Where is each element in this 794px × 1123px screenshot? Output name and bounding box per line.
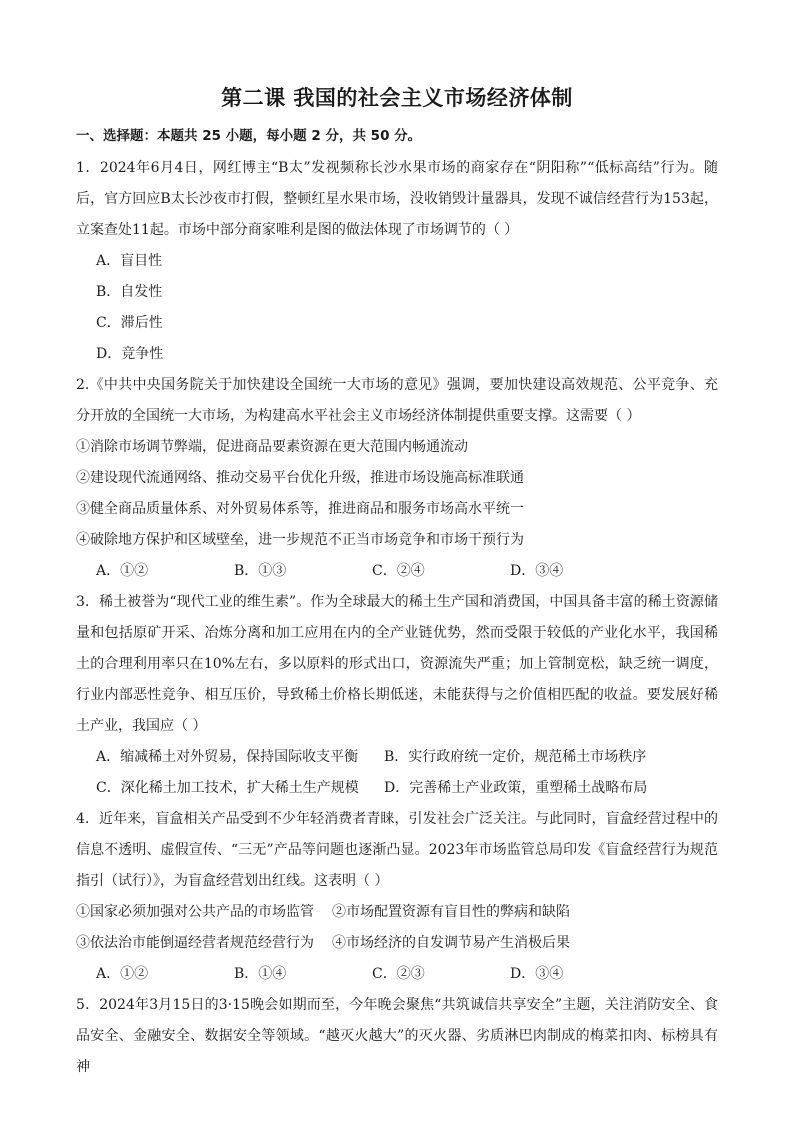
question-3-option-c: C．深化稀土加工技术，扩大稀土生产规模 [96,780,359,796]
question-3-option-a: A．缩减稀土对外贸易，保持国际收支平衡 [96,749,359,765]
question-1-option-b: B．自发性 [96,284,163,300]
question-1-option-a: A．盲目性 [96,253,163,269]
question-5 [76,990,718,1083]
question-4-option-a: A．①② [96,966,149,982]
question-2-option-a: A．①② [96,563,149,579]
question-4-stem: 4．近年来，盲盒相关产品受到不少年轻消费者青睐，引发社会广泛关注。与此同时，盲盒经营过程中的信息不透明、虚假宣传、“三无”产品等问题也逐渐凸显。2023年市场监管总局印发《盲盒经营行为规范指引（试行）》，为盲盒经营划出红线。这表明（ ） [76,811,718,889]
question-4-options [96,959,718,990]
question-4-statements-34 [76,928,718,959]
question-1-option-d: D．竞争性 [96,346,164,362]
question-2-option-c: C．②④ [372,563,425,579]
question-2-statement-1: ①消除市场调节弊端，促进商品要素资源在更大范围内畅通流动 [76,439,468,455]
question-4-option-d: D．③④ [510,966,564,982]
question-2-statement-3: ③健全商品质量体系、对外贸易体系等，推进商品和服务市场高水平统一 [76,501,524,517]
question-3-option-d: D．完善稀土产业政策，重塑稀土战略布局 [384,780,648,796]
question-1-stem: 1．2024年6月4日，网红博主“B太”发视频称长沙水果市场的商家存在“阴阳称”“低标高结”行为。随后，官方回应B太长沙夜市打假，整顿红星水果市场，没收销毁计量器具，发现不诚信经营行为153起，立案查处11起。市场中部分商家唯利是图的做法体现了市场调节的（ ） [76,160,718,238]
question-4-option-b: B．①④ [234,966,287,982]
question-3-options-ab [96,742,718,773]
question-4-option-c: C．②③ [372,966,425,982]
question-3-option-b: B．实行政府统一定价，规范稀土市场秩序 [384,749,647,765]
section-header: 一、选择题：本题共 25 小题，每小题 2 分，共 50 分。 [76,128,422,144]
question-2-option-d: D．③④ [510,563,564,579]
question-4 [76,804,718,990]
question-1-option-c: C．滞后性 [96,315,163,331]
question-2-statement-4: ④破除地方保护和区域壁垒，进一步规范不正当市场竞争和市场干预行为 [76,532,524,548]
question-3 [76,587,718,804]
question-2-options [96,556,718,587]
question-4-statement-4: ④市场经济的自发调节易产生消极后果 [332,935,570,951]
question-4-statement-1: ①国家必须加强对公共产品的市场监管 [76,904,314,920]
question-3-stem: 3．稀土被誉为“现代工业的维生素”。作为全球最大的稀土生产国和消费国，中国具备丰富的稀土资源储量和包括原矿开采、冶炼分离和加工应用在内的全产业链优势，然而受限于较低的产业化水平，我国稀土的合理利用率只在10%左右，多以原料的形式出口，资源流失严重；加上管制宽松，缺乏统一调度，行业内部恶性竞争、相互压价，导致稀土价格长期低迷，未能获得与之价值相匹配的收益。要发展好稀土产业，我国应（ ） [76,594,718,734]
question-3-options-cd [96,773,718,804]
question-2 [76,370,718,587]
question-2-stem: 2.《中共中央国务院关于加快建设全国统一大市场的意见》强调，要加快建设高效规范、公平竞争、充分开放的全国统一大市场，为构建高水平社会主义市场经济体制提供重要支撑。这需要（ ） [76,377,718,424]
question-4-statement-2: ②市场配置资源有盲目性的弊病和缺陷 [332,904,570,920]
question-2-option-b: B．①③ [234,563,287,579]
question-2-statement-2: ②建设现代流通网络、推动交易平台优化升级，推进市场设施高标准联通 [76,470,524,486]
question-4-statements-12 [76,897,718,928]
question-1 [76,153,718,370]
page-title: 第二课 我国的社会主义市场经济体制 [221,86,573,110]
question-list [76,153,718,1083]
question-5-stem: 5．2024年3月15日的3·15晚会如期而至，今年晚会聚焦“共筑诚信共享安全”主题，关注消防安全、食品安全、金融安全、数据安全等领域。“越灭火越大”的灭火器、劣质淋巴肉制成的梅菜扣肉、标榜具有神 [76,997,718,1075]
question-4-statement-3: ③依法治市能倒逼经营者规范经营行为 [76,935,314,951]
